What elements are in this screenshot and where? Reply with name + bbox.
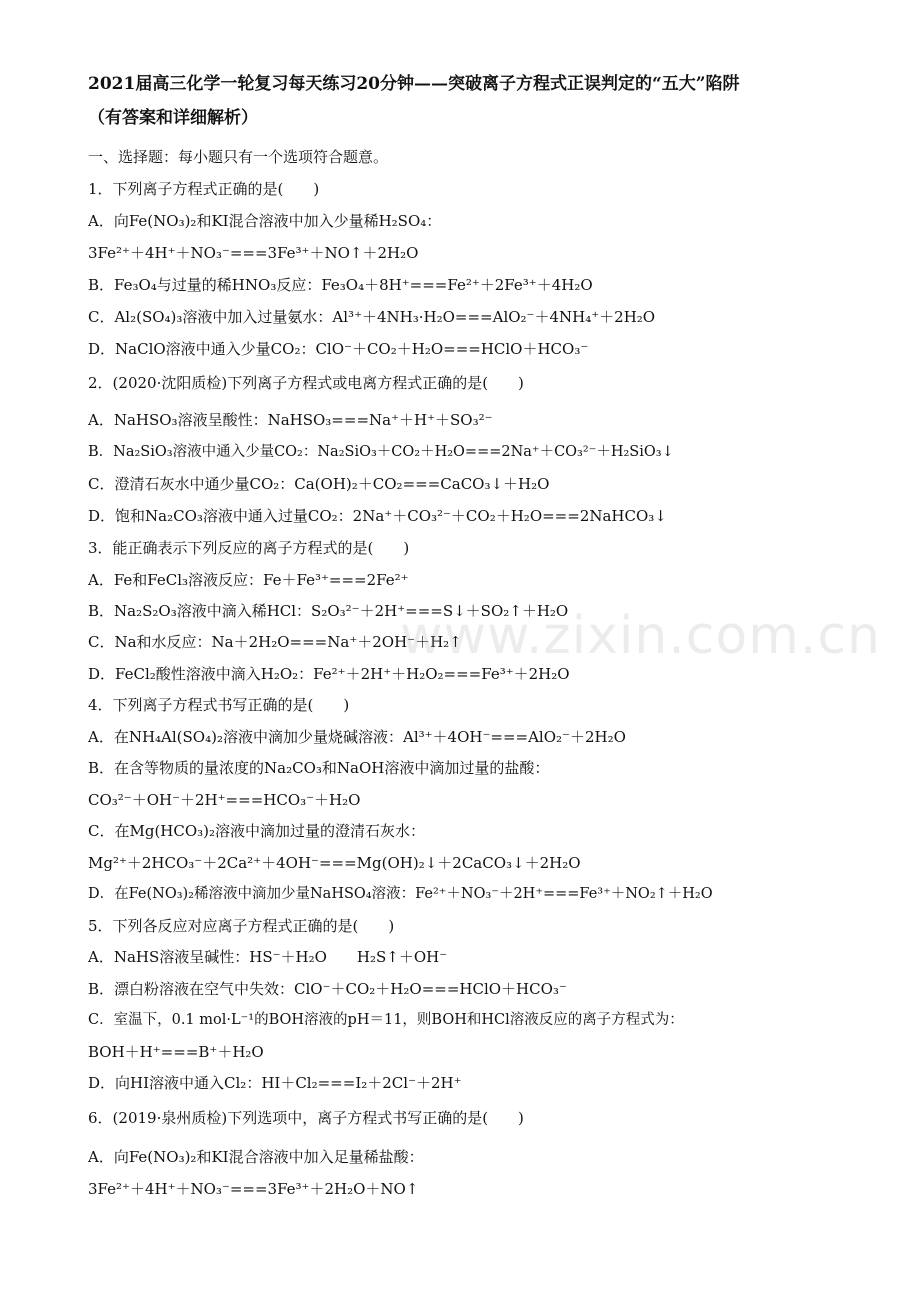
q5-option-d: D．向HI溶液中通入Cl₂：HI＋Cl₂===I₂＋2Cl⁻＋2H⁺ [88, 1074, 462, 1092]
q1-option-a: A．向Fe(NO₃)₂和KI混合溶液中加入少量稀H₂SO₄： [88, 212, 442, 230]
q1-option-a-equation: 3Fe²⁺＋4H⁺＋NO₃⁻===3Fe³⁺＋NO↑＋2H₂O [88, 244, 419, 262]
q3-option-d: D．FeCl₂酸性溶液中滴入H₂O₂：Fe²⁺＋2H⁺＋H₂O₂===Fe³⁺＋2H₂O [88, 665, 570, 683]
question-1: 1．下列离子方程式正确的是( ) [88, 180, 320, 198]
q5-option-b: B．漂白粉溶液在空气中失效：ClO⁻＋CO₂＋H₂O===HClO＋HCO₃⁻ [88, 980, 567, 998]
q2-option-b: B．Na₂SiO₃溶液中通入少量CO₂：Na₂SiO₃＋CO₂＋H₂O===2Na⁺＋CO₃²⁻＋H₂SiO₃↓ [88, 444, 674, 460]
document-subtitle: （有答案和详细解析） [88, 108, 258, 128]
watermark: www.zixin.com.cn [400, 606, 881, 666]
question-3: 3．能正确表示下列反应的离子方程式的是( ) [88, 539, 410, 557]
document-title: 2021届高三化学一轮复习每天练习20分钟——突破离子方程式正误判定的“五大”陷阱 [88, 74, 740, 94]
q3-option-c: C．Na和水反应：Na＋2H₂O===Na⁺＋2OH⁻＋H₂↑ [88, 633, 462, 651]
question-6: 6．(2019·泉州质检)下列选项中，离子方程式书写正确的是( ) [88, 1109, 524, 1127]
q3-option-a: A．Fe和FeCl₃溶液反应：Fe＋Fe³⁺===2Fe²⁺ [88, 571, 409, 589]
q5-option-a: A．NaHS溶液呈碱性：HS⁻＋H₂O H₂S↑＋OH⁻ [88, 948, 448, 966]
q6-option-a-equation: 3Fe²⁺＋4H⁺＋NO₃⁻===3Fe³⁺＋2H₂O＋NO↑ [88, 1180, 419, 1198]
q5-option-c: C．室温下，0.1 mol·L⁻¹的BOH溶液的pH＝11，则BOH和HCl溶液反应的离子方程式为： [88, 1012, 684, 1028]
q1-option-b: B．Fe₃O₄与过量的稀HNO₃反应：Fe₃O₄＋8H⁺===Fe²⁺＋2Fe³⁺＋4H₂O [88, 276, 593, 294]
question-2: 2．(2020·沈阳质检)下列离子方程式或电离方程式正确的是( ) [88, 374, 524, 392]
q1-option-c: C．Al₂(SO₄)₃溶液中加入过量氨水：Al³⁺＋4NH₃·H₂O===AlO₂⁻＋4NH₄⁺＋2H₂O [88, 308, 656, 326]
q2-option-a: A．NaHSO₃溶液呈酸性：NaHSO₃===Na⁺＋H⁺＋SO₃²⁻ [88, 411, 493, 429]
q3-option-b: B．Na₂S₂O₃溶液中滴入稀HCl：S₂O₃²⁻＋2H⁺===S↓＋SO₂↑＋H₂O [88, 602, 569, 620]
q4-option-c-equation: Mg²⁺＋2HCO₃⁻＋2Ca²⁺＋4OH⁻===Mg(OH)₂↓＋2CaCO₃↓＋2H₂O [88, 854, 581, 872]
section-heading: 一、选择题：每小题只有一个选项符合题意。 [88, 148, 389, 166]
q4-option-b: B．在含等物质的量浓度的Na₂CO₃和NaOH溶液中滴加过量的盐酸： [88, 759, 550, 777]
q4-option-b-equation: CO₃²⁻＋OH⁻＋2H⁺===HCO₃⁻＋H₂O [88, 791, 361, 809]
q4-option-c: C．在Mg(HCO₃)₂溶液中滴加过量的澄清石灰水： [88, 822, 426, 840]
question-5: 5．下列各反应对应离子方程式正确的是( ) [88, 917, 395, 935]
q2-option-d: D．饱和Na₂CO₃溶液中通入过量CO₂：2Na⁺＋CO₃²⁻＋CO₂＋H₂O===2NaHCO₃↓ [88, 507, 667, 525]
q1-option-d: D．NaClO溶液中通入少量CO₂：ClO⁻＋CO₂＋H₂O===HClO＋HCO₃⁻ [88, 340, 589, 358]
q5-option-c-equation: BOH＋H⁺===B⁺＋H₂O [88, 1043, 264, 1061]
q4-option-d: D．在Fe(NO₃)₂稀溶液中滴加少量NaHSO₄溶液：Fe²⁺＋NO₃⁻＋2H⁺===Fe³⁺＋NO₂↑＋H₂O [88, 886, 713, 902]
question-4: 4．下列离子方程式书写正确的是( ) [88, 696, 350, 714]
q6-option-a: A．向Fe(NO₃)₂和KI混合溶液中加入足量稀盐酸： [88, 1148, 424, 1166]
q2-option-c: C．澄清石灰水中通少量CO₂：Ca(OH)₂＋CO₂===CaCO₃↓＋H₂O [88, 475, 550, 493]
q4-option-a: A．在NH₄Al(SO₄)₂溶液中滴加少量烧碱溶液：Al³⁺＋4OH⁻===AlO₂⁻＋2H₂O [88, 728, 626, 746]
